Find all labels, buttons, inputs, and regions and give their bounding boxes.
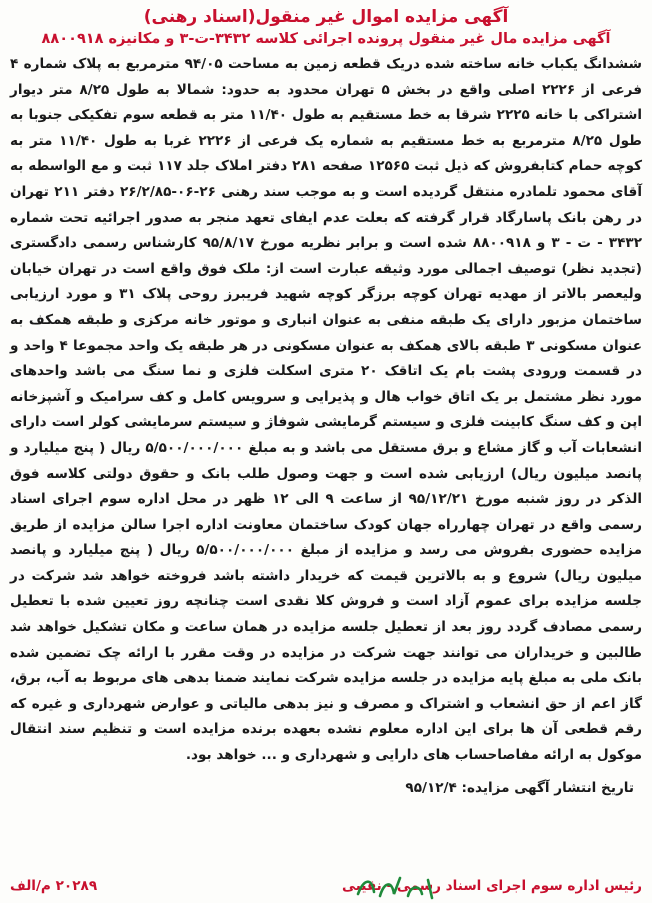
signature-row [10,874,642,898]
notice-code: ۲۰۲۸۹ م/الف [10,878,98,894]
notice-subtitle: آگهی مزایده مال غیر منقول پرونده اجرائی کلاسه ۳۴۳۲-ت-۳ و مکانیزه ۸۸۰۰۹۱۸ [41,31,611,47]
signer-name: رئیس اداره سوم اجرای اسناد رسمی - نقیبی [342,878,642,894]
notice-body: ششدانگ یکباب خانه ساخته شده دریک قطعه زمین به مساحت ۹۴/۰۵ مترمربع به پلاک شماره ۴ فرعی از ۲۲۲۶ اصلی واقع در بخش ۵ تهران محدود به حدود: شمالا به طول ۸/۲۵ متر دیوار اشتراکی با خانه ۲۲۲۵ شرقا به خط مستقیم به طول ۱۱/۴۰ متر به قطعه سوم تفکیکی جنوبا به طول ۸/۲۵ مترمربع به خط مستقیم به شماره یک فرعی از ۲۲۲۶ غربا به طول ۱۱/۴۰ متر به کوچه حمام کتابفروش که ذیل ثبت ۱۲۵۶۵ صفحه ۲۸۱ دفتر املاک جلد ۱۱۷ ثبت و مع الواسطه به آقای محمود تلمادره منتقل گردیده است و به موجب سند رهنی ۲۶-۰۶-۲۶/۲/۸۵ دفتر ۲۱۱ تهران در رهن بانک پاسارگاد قرار گرفته که بعلت عدم ایفای تعهد منجر به صدور اجرائیه تحت شماره ۳۴۳۲ - ت - ۳ و ۸۸۰۰۹۱۸ شده است و برابر نظریه مورخ ۹۵/۸/۱۷ کارشناس رسمی دادگستری (تجدید نظر) توصیف اجمالی مورد وثیقه عبارت است از: ملک فوق واقع است در تهران خیابان ولیعصر بالاتر از مهدیه تهران کوچه برزگر کوچه شهید فریبرز روحی پلاک ۳۱ و مورد ارزیابی ساختمان مزبور دارای یک طبقه منفی به عنوان انباری و موتور خانه مرکزی و طبقه همکف به عنوان مسکونی ۳ طبقه بالای همکف به عنوان مسکونی در هر طبقه یک واحد مجموعا ۴ واحد و در قسمت ورودی پشت بام یک اتاقک ۲۰ متری اسکلت فلزی و نما سنگ می باشد واحدهای مورد نظر مشتمل بر یک اتاق خواب هال و پذیرایی و سرویس کامل و کف سرامیک و آشپزخانه اپن و کف سنگ کابینت فلزی و سیستم گرمایشی شوفاژ و سیستم سرمایشی کولر است دارای انشعابات آب و گاز مشاع و برق مستقل می باشد و به مبلغ ۵/۵۰۰/۰۰۰/۰۰۰ ریال ( پنج میلیارد و پانصد میلیون ریال) ارزیابی شده است و جهت وصول طلب بانک و حقوق دولتی کلاسه فوق الذکر در روز شنبه مورخ ۹۵/۱۲/۲۱ از ساعت ۹ الی ۱۲ ظهر در محل اداره سوم اجرای اسناد رسمی واقع در تهران چهارراه جهان کودک ساختمان معاونت اداره اجرا سالن مزایده از طریق مزایده حضوری بفروش می رسد و مزایده از مبلغ ۵/۵۰۰/۰۰۰/۰۰۰ ریال ( پنج میلیارد و پانصد میلیون ریال) شروع و به بالاترین قیمت که خریدار داشته باشد فروخته خواهد شد شرکت در جلسه مزایده برای عموم آزاد است و فروش کلا نقدی است چنانچه روز تعیین شده با تعطیل رسمی مصادف گردد روز بعد از تعطیل جلسه مزایده در همان ساعت و مکان تشکیل خواهد شد طالبین و خریداران می توانند جهت شرکت در مزایده در وقت مقرر با ارائه چک تضمین شده بانک ملی به مبلغ پایه مزایده در جلسه مزایده شرکت نمایند ضمنا بدهی های مربوط به آب، برق، گاز اعم از حق انشعاب و اشتراک و مصرف و نیز بدهی مالیاتی و عوارض شهرداری و غیره که رقم قطعی آن ها برای این اداره معلوم نشده بعهده برنده مزایده است و تنظیم سند انتقال موکول به ارائه مفاصاحساب های دارایی و شهرداری و ... خواهد بود. [10,56,643,764]
notice-title: آگهی مزایده اموال غیر منقول(اسناد رهنی) [143,7,509,27]
handwritten-mark-icon [350,872,440,902]
publication-date: تاریخ انتشار آگهی مزایده: ۹۵/۱۲/۴ [405,779,634,796]
